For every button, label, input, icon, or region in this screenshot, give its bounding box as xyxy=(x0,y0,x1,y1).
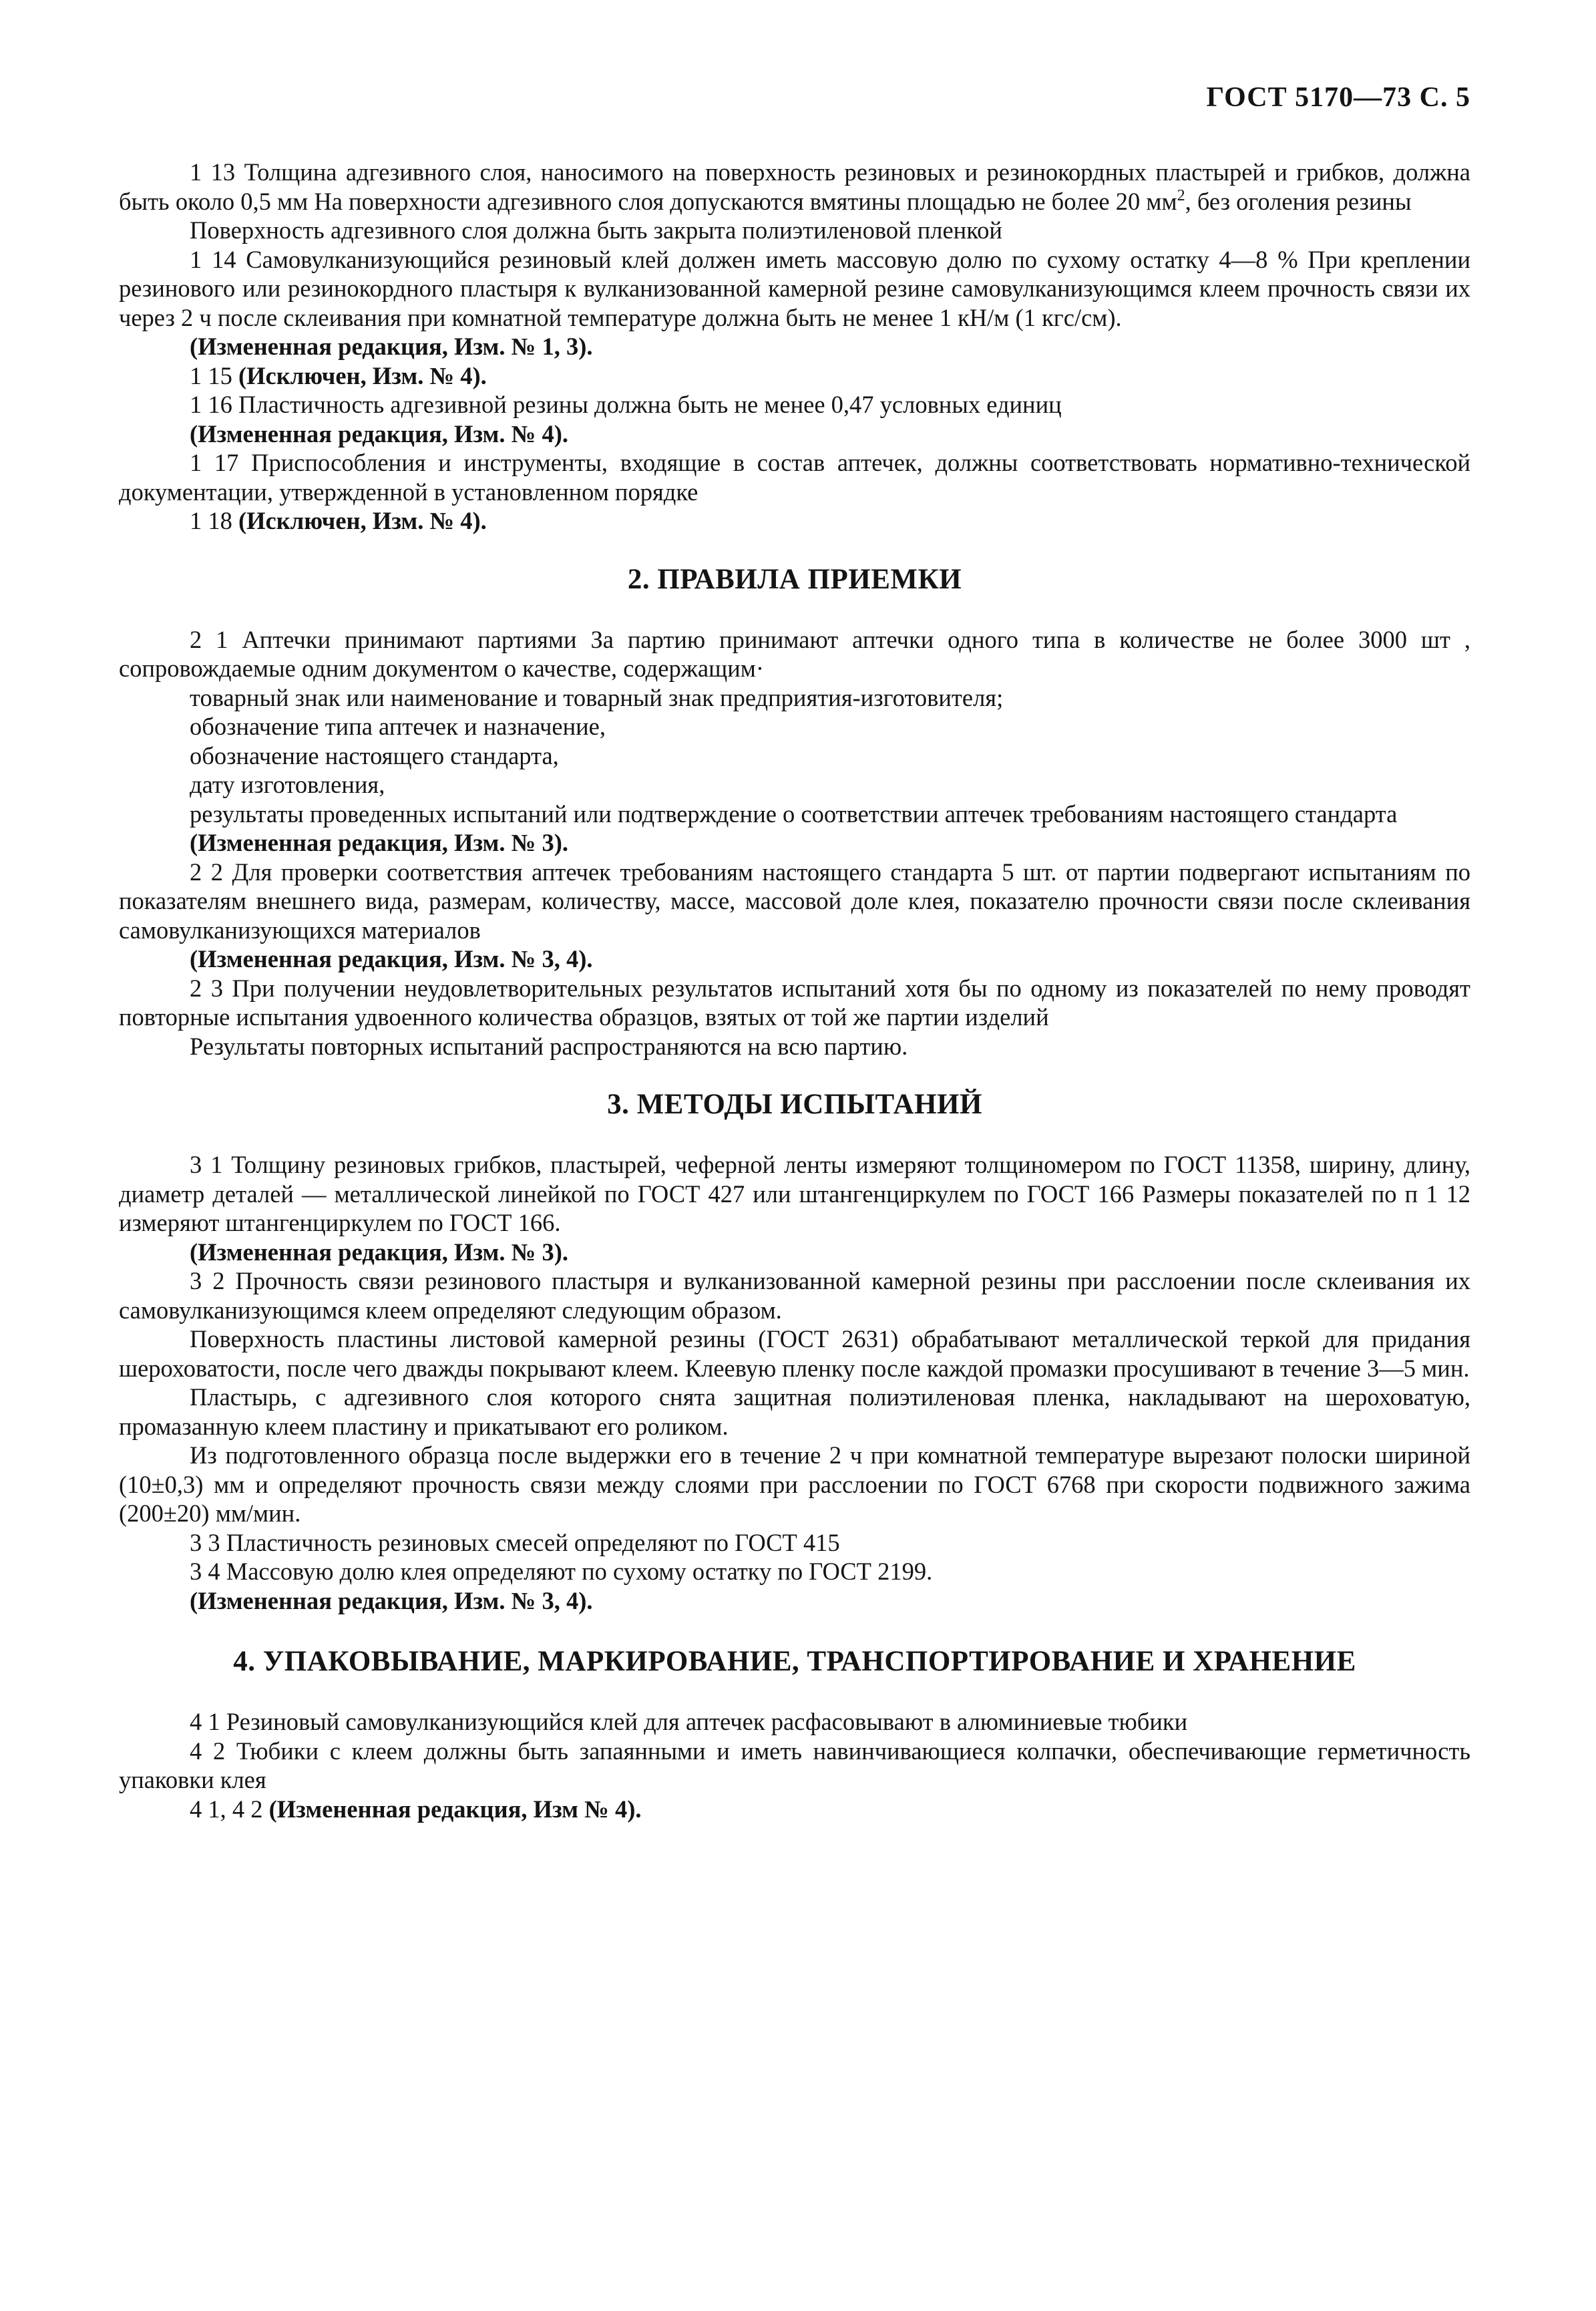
excluded-note: (Исключен, Изм. № 4). xyxy=(238,361,487,389)
clause-3-2: 3 2 Прочность связи резинового пластыря и вулканизованной камерной резины при расслоении после склеивания их самовулканизующимся клеем определяют следующим образом. xyxy=(119,1267,1470,1324)
list-item: товарный знак или наименование и товарный знак предприятия-изготовителя; xyxy=(190,683,1004,711)
edition-note: (Измененная редакция, Изм. № 1, 3). xyxy=(190,333,593,360)
page-header: ГОСТ 5170—73 С. 5 xyxy=(1206,82,1470,113)
clause-1-13 xyxy=(119,158,1470,216)
clause-number: 1 18 xyxy=(190,507,232,534)
clause-1-15 xyxy=(119,361,1470,391)
section-title-test-methods: 3. МЕТОДЫ ИСПЫТАНИЙ xyxy=(607,1089,982,1120)
list-item: результаты проведенных испытаний или подтверждение о соответствии аптечек требованиям настоящего стандарта xyxy=(190,799,1398,828)
edition-note: (Измененная редакция, Изм. № 3, 4). xyxy=(190,945,593,972)
clause-1-17: 1 17 Приспособления и инструменты, входящие в состав аптечек, должны соответствовать нормативно-технической документации, утвержденной в установленном порядке xyxy=(119,449,1470,506)
clause-1-18 xyxy=(119,506,1470,536)
clause-number: 1 15 xyxy=(190,361,232,389)
clause-3-3: 3 3 Пластичность резиновых смесей определяют по ГОСТ 415 xyxy=(190,1528,840,1556)
section-title-acceptance-rules: 2. ПРАВИЛА ПРИЕМКИ xyxy=(627,563,962,595)
clause-2-2: 2 2 Для проверки соответствия аптечек требованиям настоящего стандарта 5 шт. от партии подвергают испытаниям по показателям внешнего вида, размерам, количеству, массе, массовой доле клея, показателю прочности связи после склеивания самовулканизующихся материалов xyxy=(119,858,1470,944)
clause-2-3-note: Результаты повторных испытаний распространяются на всю партию. xyxy=(190,1032,908,1060)
edition-note: (Измененная редакция, Изм. № 3, 4). xyxy=(190,1586,593,1614)
edition-note: (Измененная редакция, Изм. № 4). xyxy=(190,419,568,448)
clause-4-1-4-2 xyxy=(119,1795,1470,1824)
clause-text-tail: , без оголения резины xyxy=(1185,187,1412,215)
excluded-note: (Исключен, Изм. № 4). xyxy=(238,507,487,534)
list-item: обозначение настоящего стандарта, xyxy=(190,741,559,769)
list-item: дату изготовления, xyxy=(190,771,385,798)
section-title-packaging: 4. УПАКОВЫВАНИЕ, МАРКИРОВАНИЕ, ТРАНСПОРТИРОВАНИЕ И ХРАНЕНИЕ xyxy=(233,1646,1356,1677)
clause-4-1: 4 1 Резиновый самовулканизующийся клей для аптечек расфасовывают в алюминиевые тюбики xyxy=(190,1708,1188,1735)
clause-4-2: 4 2 Тюбики с клеем должны быть запаянными и иметь навинчивающиеся колпачки, обеспечивающие герметичность упаковки клея xyxy=(119,1737,1470,1793)
clause-3-2-step: Поверхность пластины листовой камерной резины (ГОСТ 2631) обрабатывают металлической теркой для придания шероховатости, после чего дважды покрывают клеем. Клеевую пленку после каждой промазки просушивают в течение 3—5 мин. xyxy=(119,1325,1470,1382)
superscript: 2 xyxy=(1177,186,1185,204)
clause-3-1: 3 1 Толщину резиновых грибков, пластырей, чеферной ленты измеряют толщиномером по ГОСТ 11358, ширину, длину, диаметр деталей — металлической линейкой по ГОСТ 427 или штангенциркулем по ГОСТ 166 Размеры показателей по п 1 12 измеряют штангенциркулем по ГОСТ 166. xyxy=(119,1151,1470,1236)
clause-1-13-note: Поверхность адгезивного слоя должна быть закрыта полиэтиленовой пленкой xyxy=(190,216,1002,244)
clause-2-1: 2 1 Аптечки принимают партиями За партию принимают аптечки одного типа в количестве не более 3000 шт , сопровождаемые одним документом о качестве, содержащим· xyxy=(119,625,1470,682)
clause-text: 1 13 Толщина адгезивного слоя, наносимого на поверхность резиновых и резинокордных пластырей и грибков, должна быть около 0,5 мм На поверхности адгезивного слоя допускаются вмятины площадью не более 20 мм xyxy=(119,158,1470,215)
document-body xyxy=(119,158,1470,1823)
edition-note: (Измененная редакция, Изм № 4). xyxy=(268,1795,642,1823)
clause-2-3: 2 3 При получении неудовлетворительных результатов испытаний хотя бы по одному из показателей по нему проводят повторные испытания удвоенного количества образцов, взятых от той же партии изделий xyxy=(119,974,1470,1031)
clause-1-14: 1 14 Самовулканизующийся резиновый клей должен иметь массовую долю по сухому остатку 4—8 % При креплении резинового или резинокордного пластыря к вулканизованной камерной резине самовулканизующимся клеем прочность связи их через 2 ч после склеивания при комнатной температуре должна быть не менее 1 кН/м (1 кгс/см). xyxy=(119,245,1470,331)
clause-number: 4 1, 4 2 xyxy=(190,1795,263,1823)
edition-note: (Измененная редакция, Изм. № 3). xyxy=(190,829,568,856)
clause-3-2-step: Пластырь, с адгезивного слоя которого снята защитная полиэтиленовая пленка, накладывают на шероховатую, промазанную клеем пластину и прикатывают его роликом. xyxy=(119,1383,1470,1440)
list-item: обозначение типа аптечек и назначение, xyxy=(190,713,606,740)
clause-3-2-step: Из подготовленного образца после выдержки его в течение 2 ч при комнатной температуре вырезают полоски шириной (10±0,3) мм и определяют прочность связи между слоями при расслоении по ГОСТ 6768 при скорости подвижного зажима (200±20) мм/мин. xyxy=(119,1441,1470,1527)
edition-note: (Измененная редакция, Изм. № 3). xyxy=(190,1238,568,1266)
clause-3-4: 3 4 Массовую долю клея определяют по сухому остатку по ГОСТ 2199. xyxy=(190,1558,933,1585)
clause-1-16: 1 16 Пластичность адгезивной резины должна быть не менее 0,47 условных единиц xyxy=(190,391,1062,418)
